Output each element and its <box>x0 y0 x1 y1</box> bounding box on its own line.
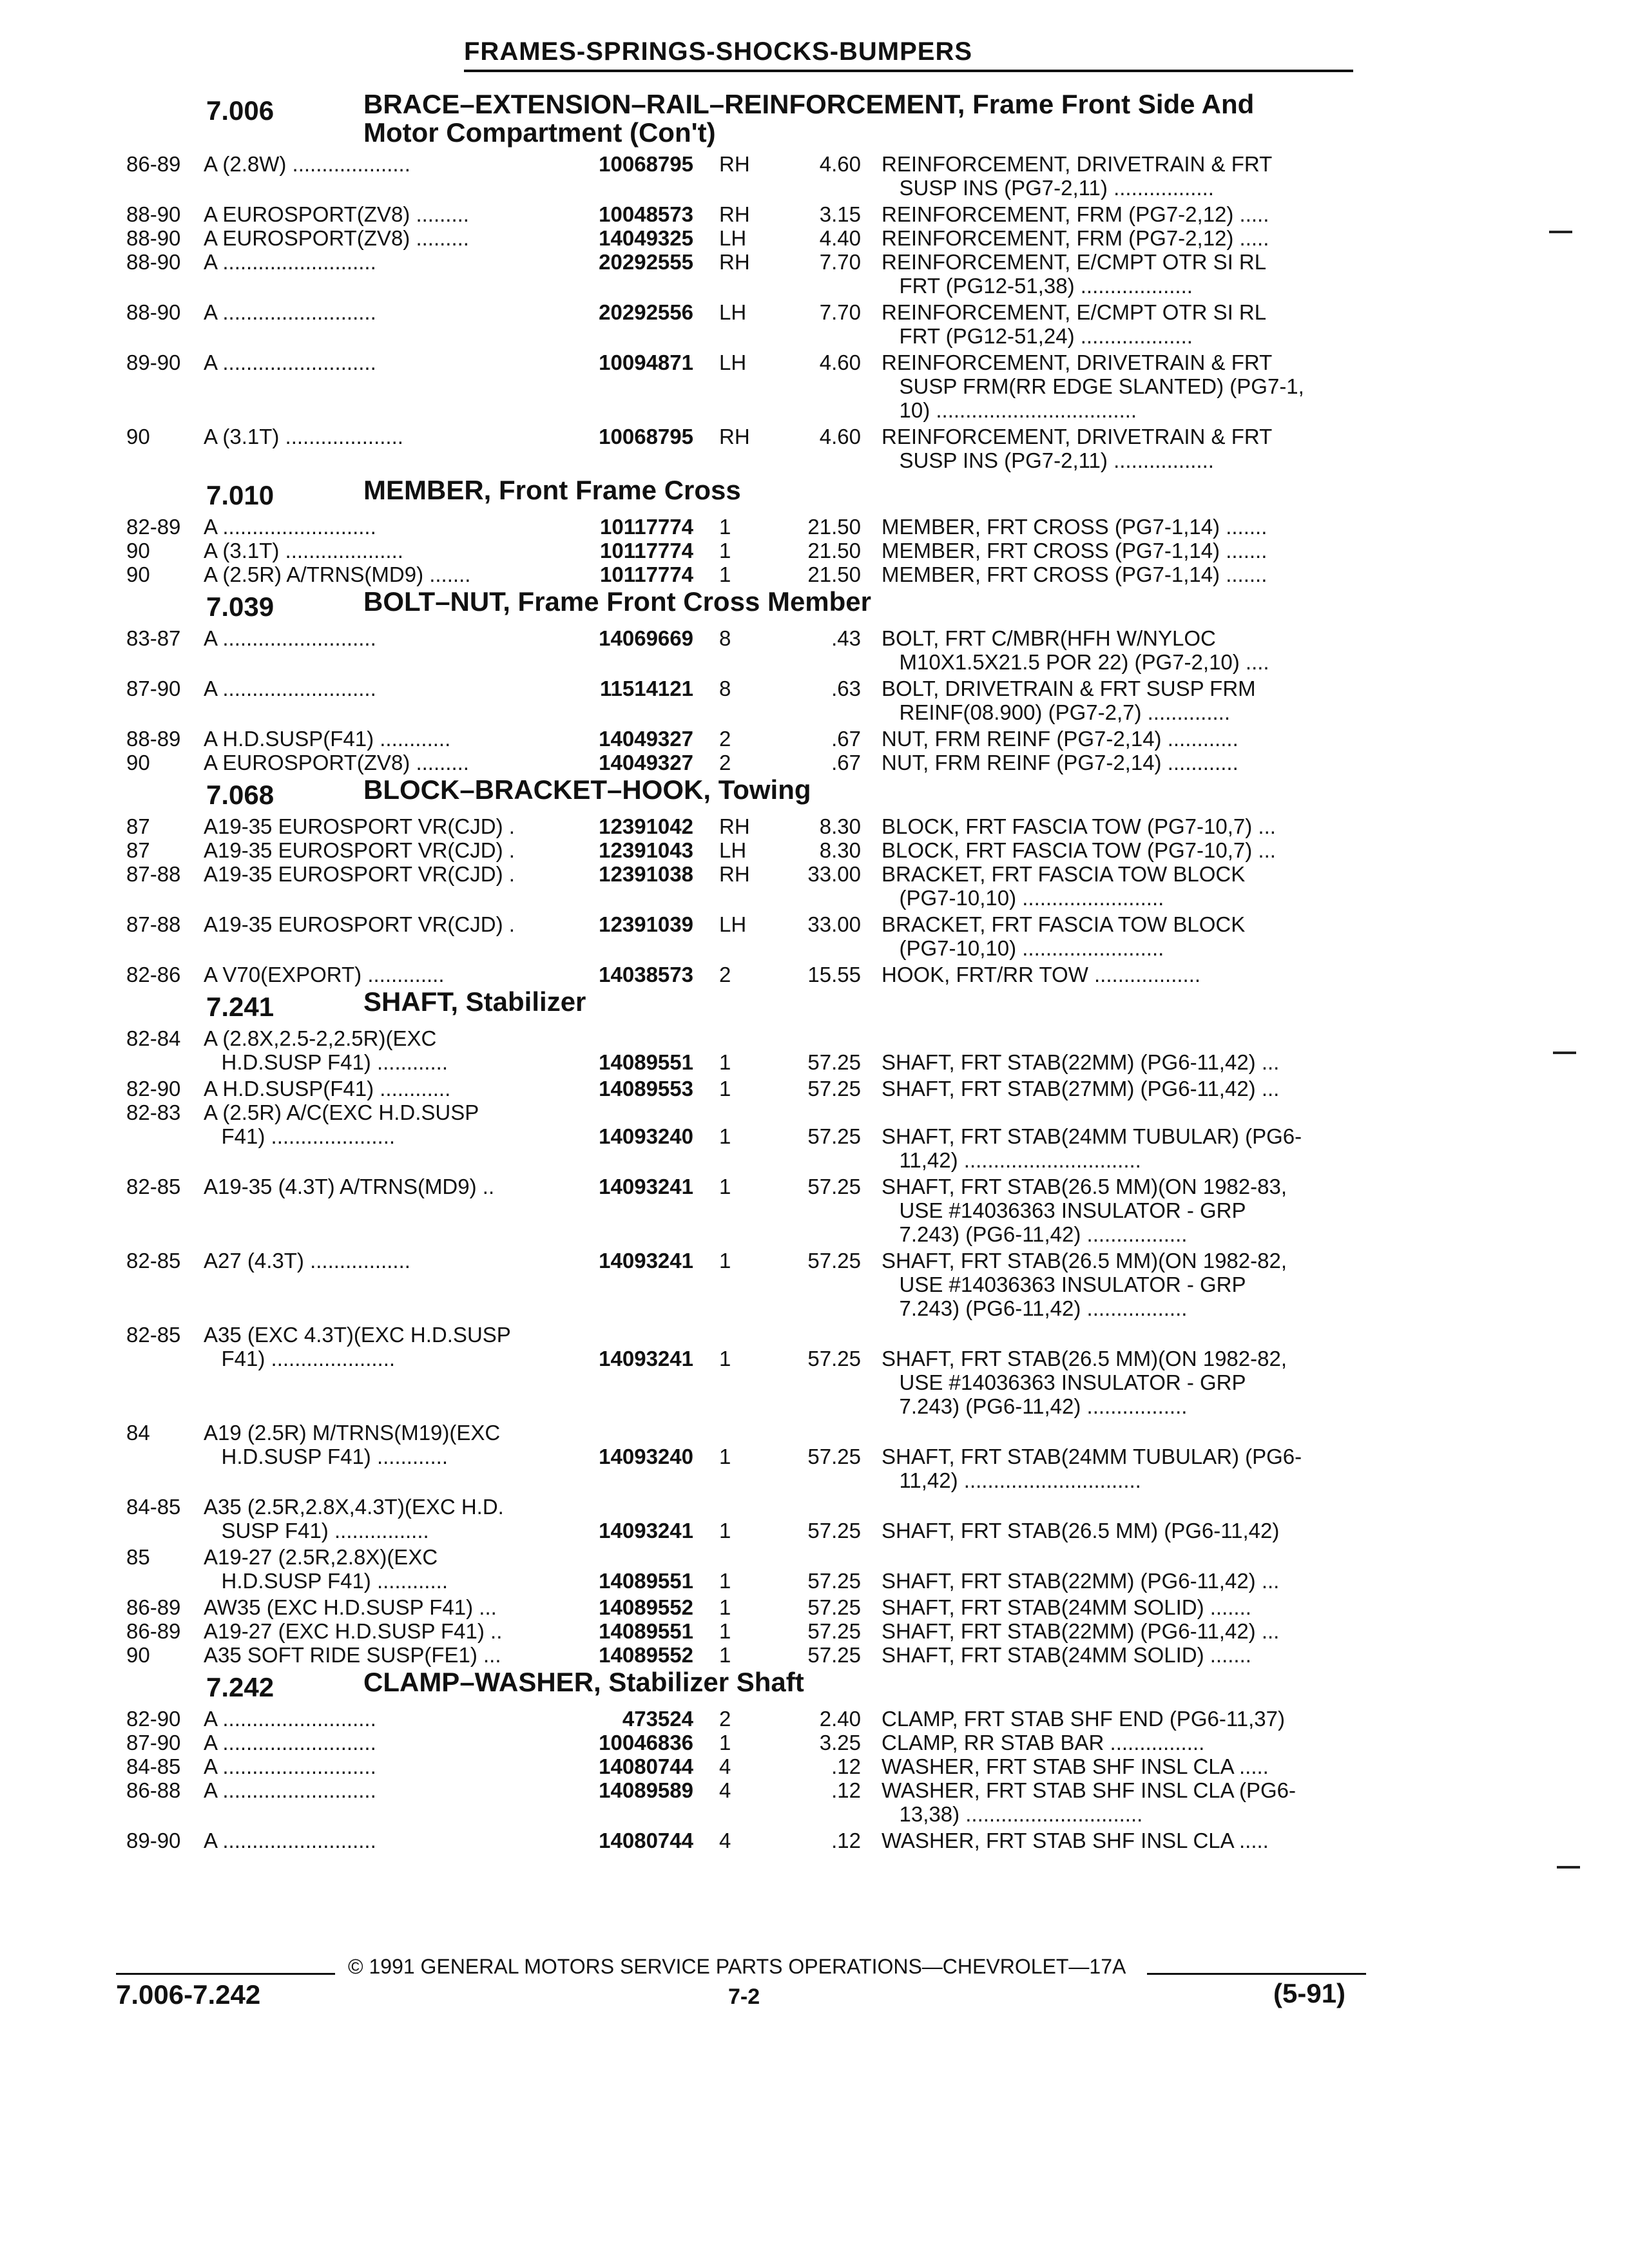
part-row <box>126 1707 1370 1731</box>
part-row <box>126 751 1370 774</box>
description: REINFORCEMENT, DRIVETRAIN & FRT SUSP INS (PG7-2,11) ................. <box>882 425 1273 472</box>
part-row <box>126 1175 1370 1249</box>
page-header-title: FRAMES-SPRINGS-SHOCKS-BUMPERS <box>464 37 973 66</box>
year-range: 82-89 <box>126 515 181 539</box>
year-range: 90 <box>126 562 150 586</box>
section-heading <box>126 90 1370 152</box>
quantity: 4 <box>719 1829 731 1852</box>
quantity: 1 <box>719 515 731 539</box>
year-range: 87 <box>126 814 150 838</box>
application: A EUROSPORT(ZV8) ......... <box>204 226 469 250</box>
part-number: 10117774 <box>599 562 693 586</box>
section-number: 7.006 <box>206 95 275 126</box>
part-row <box>126 626 1370 677</box>
part-number: 10046836 <box>599 1731 693 1754</box>
description: HOOK, FRT/RR TOW .................. <box>882 963 1201 986</box>
section-number: 7.242 <box>206 1672 275 1702</box>
section-heading <box>126 774 1370 814</box>
part-row <box>126 1026 1370 1077</box>
description: BRACKET, FRT FASCIA TOW BLOCK (PG7-10,10) ........................ <box>882 862 1246 910</box>
margin-mark <box>1553 1052 1576 1054</box>
application: A19-27 (2.5R,2.8X)(EXC H.D.SUSP F41) ............ <box>204 1545 448 1593</box>
quantity: 1 <box>719 1569 731 1593</box>
part-number: 14093241 <box>599 1249 693 1273</box>
application: A H.D.SUSP(F41) ............ <box>204 1077 451 1100</box>
description: SHAFT, FRT STAB(22MM) (PG6-11,42) ... <box>882 1050 1280 1074</box>
part-number: 14093241 <box>599 1175 693 1198</box>
section-title <box>363 986 586 1017</box>
quantity: 2 <box>719 727 731 751</box>
year-range: 88-90 <box>126 300 181 324</box>
application: A .......................... <box>204 1754 376 1778</box>
quantity: RH <box>719 862 750 886</box>
description: BRACKET, FRT FASCIA TOW BLOCK (PG7-10,10) ........................ <box>882 912 1246 960</box>
part-number: 12391038 <box>599 862 693 886</box>
application: AW35 (EXC H.D.SUSP F41) ... <box>204 1595 497 1619</box>
description: SHAFT, FRT STAB(22MM) (PG6-11,42) ... <box>882 1569 1280 1593</box>
year-range: 90 <box>126 425 150 448</box>
year-range: 82-90 <box>126 1077 181 1100</box>
price: 7.70 <box>819 250 861 274</box>
section-title-line: BLOCK–BRACKET–HOOK, Towing <box>363 774 811 805</box>
price: 7.70 <box>819 300 861 324</box>
description: BOLT, FRT C/MBR(HFH W/NYLOC M10X1.5X21.5 POR 22) (PG7-2,10) .... <box>882 626 1269 674</box>
quantity: 2 <box>719 751 731 774</box>
section-number: 7.241 <box>206 992 275 1022</box>
price: 57.25 <box>807 1077 861 1100</box>
application: A .......................... <box>204 677 376 700</box>
price: 57.25 <box>807 1519 861 1542</box>
section-title <box>363 475 741 506</box>
application: A V70(EXPORT) ............. <box>204 963 445 986</box>
part-row <box>126 1100 1370 1175</box>
quantity: 1 <box>719 1124 731 1148</box>
part-number: 14093241 <box>599 1347 693 1370</box>
quantity: RH <box>719 152 750 176</box>
part-number: 10048573 <box>599 202 693 226</box>
year-range: 82-84 <box>126 1026 181 1050</box>
part-number: 14049327 <box>599 751 693 774</box>
year-range: 82-85 <box>126 1323 181 1347</box>
quantity: LH <box>719 226 747 250</box>
part-number: 10068795 <box>599 425 693 448</box>
description: BLOCK, FRT FASCIA TOW (PG7-10,7) ... <box>882 838 1276 862</box>
part-row <box>126 1077 1370 1100</box>
part-row <box>126 152 1370 202</box>
price: .67 <box>831 751 861 774</box>
section-title <box>363 774 811 805</box>
application: A .......................... <box>204 626 376 650</box>
section-title-line: BOLT–NUT, Frame Front Cross Member <box>363 586 872 617</box>
description: SHAFT, FRT STAB(26.5 MM)(ON 1982-82, USE #14036363 INSULATOR - GRP 7.243) (PG6-11,42) ................. <box>882 1347 1287 1418</box>
part-number: 14089553 <box>599 1077 693 1100</box>
section-7-242 <box>126 1667 1370 1852</box>
price: 57.25 <box>807 1175 861 1198</box>
price: 4.40 <box>819 226 861 250</box>
part-number: 20292556 <box>599 300 693 324</box>
price: 57.25 <box>807 1249 861 1273</box>
part-number: 14049325 <box>599 226 693 250</box>
quantity: 1 <box>719 1731 731 1754</box>
application: A .......................... <box>204 1731 376 1754</box>
quantity: 1 <box>719 1077 731 1100</box>
part-row <box>126 226 1370 250</box>
year-range: 85 <box>126 1545 150 1569</box>
description: SHAFT, FRT STAB(24MM SOLID) ....... <box>882 1643 1251 1667</box>
margin-mark <box>1557 1866 1580 1869</box>
section-title <box>363 586 871 617</box>
price: 33.00 <box>807 862 861 886</box>
part-row <box>126 1495 1370 1545</box>
application: A (2.8X,2.5-2,2.5R)(EXC H.D.SUSP F41) ............ <box>204 1026 448 1074</box>
quantity: LH <box>719 300 747 324</box>
price: 57.25 <box>807 1643 861 1667</box>
year-range: 87 <box>126 838 150 862</box>
application: A .......................... <box>204 250 376 274</box>
year-range: 87-88 <box>126 912 181 936</box>
year-range: 87-90 <box>126 677 181 700</box>
part-row <box>126 838 1370 862</box>
section-title-line: BRACE–EXTENSION–RAIL–REINFORCEMENT, Frame Front Side And <box>363 89 1255 119</box>
section-heading <box>126 986 1370 1026</box>
description: WASHER, FRT STAB SHF INSL CLA ..... <box>882 1754 1269 1778</box>
year-range: 90 <box>126 751 150 774</box>
price: 21.50 <box>807 515 861 539</box>
application: A35 (2.5R,2.8X,4.3T)(EXC H.D. SUSP F41) ................ <box>204 1495 504 1542</box>
year-range: 86-89 <box>126 1619 181 1643</box>
description: REINFORCEMENT, FRM (PG7-2,12) ..... <box>882 226 1269 250</box>
part-row <box>126 1731 1370 1754</box>
price: .12 <box>831 1778 861 1802</box>
part-number: 14093240 <box>599 1124 693 1148</box>
quantity: RH <box>719 250 750 274</box>
quantity: RH <box>719 202 750 226</box>
application: A27 (4.3T) ................. <box>204 1249 410 1273</box>
section-title-line: SHAFT, Stabilizer <box>363 986 586 1017</box>
application: A35 SOFT RIDE SUSP(FE1) ... <box>204 1643 501 1667</box>
year-range: 87-90 <box>126 1731 181 1754</box>
price: 8.30 <box>819 838 861 862</box>
part-row <box>126 1421 1370 1495</box>
part-row <box>126 727 1370 751</box>
price: .12 <box>831 1754 861 1778</box>
application: A19-35 EUROSPORT VR(CJD) . <box>204 814 515 838</box>
year-range: 82-86 <box>126 963 181 986</box>
description: BOLT, DRIVETRAIN & FRT SUSP FRM REINF(08.900) (PG7-2,7) .............. <box>882 677 1256 724</box>
application: A .......................... <box>204 300 376 324</box>
part-row <box>126 351 1370 425</box>
price: 33.00 <box>807 912 861 936</box>
price: 3.15 <box>819 202 861 226</box>
part-row <box>126 1643 1370 1667</box>
description: CLAMP, RR STAB BAR ................ <box>882 1731 1205 1754</box>
application: A19-27 (EXC H.D.SUSP F41) .. <box>204 1619 503 1643</box>
application: A .......................... <box>204 1778 376 1802</box>
description: REINFORCEMENT, FRM (PG7-2,12) ..... <box>882 202 1269 226</box>
part-row <box>126 202 1370 226</box>
application: A (2.5R) A/C(EXC H.D.SUSP F41) ..................... <box>204 1100 479 1148</box>
section-title <box>363 90 1254 147</box>
price: 15.55 <box>807 963 861 986</box>
year-range: 88-90 <box>126 202 181 226</box>
description: MEMBER, FRT CROSS (PG7-1,14) ....... <box>882 562 1268 586</box>
part-number: 10117774 <box>599 539 693 562</box>
section-heading <box>126 475 1370 515</box>
part-number: 14069669 <box>599 626 693 650</box>
part-number: 14093240 <box>599 1445 693 1468</box>
part-number: 14089551 <box>599 1050 693 1074</box>
section-number: 7.010 <box>206 480 275 510</box>
section-7-006 <box>126 90 1370 475</box>
description: REINFORCEMENT, DRIVETRAIN & FRT SUSP FRM(RR EDGE SLANTED) (PG7-1, 10) .................................. <box>882 351 1304 422</box>
section-number: 7.068 <box>206 780 275 810</box>
application: A (2.8W) .................... <box>204 152 410 176</box>
description: CLAMP, FRT STAB SHF END (PG6-11,37) <box>882 1707 1285 1731</box>
part-row <box>126 300 1370 351</box>
year-range: 86-88 <box>126 1778 181 1802</box>
year-range: 82-90 <box>126 1707 181 1731</box>
section-title <box>363 1667 804 1698</box>
part-number: 14038573 <box>599 963 693 986</box>
description: REINFORCEMENT, E/CMPT OTR SI RL FRT (PG12-51,38) ................... <box>882 250 1267 298</box>
section-7-068 <box>126 774 1370 986</box>
part-number: 14080744 <box>599 1754 693 1778</box>
section-heading <box>126 1667 1370 1707</box>
year-range: 89-90 <box>126 351 181 374</box>
footer-date: (5-91) <box>1273 1978 1346 2008</box>
quantity: 1 <box>719 1619 731 1643</box>
price: 57.25 <box>807 1124 861 1148</box>
quantity: 1 <box>719 1175 731 1198</box>
part-row <box>126 1778 1370 1829</box>
price: 57.25 <box>807 1347 861 1370</box>
part-number: 14089551 <box>599 1569 693 1593</box>
part-row <box>126 1323 1370 1421</box>
quantity: 1 <box>719 1643 731 1667</box>
application: A EUROSPORT(ZV8) ......... <box>204 202 469 226</box>
application: A19-35 EUROSPORT VR(CJD) . <box>204 838 515 862</box>
application: A35 (EXC 4.3T)(EXC H.D.SUSP F41) ..................... <box>204 1323 511 1370</box>
description: BLOCK, FRT FASCIA TOW (PG7-10,7) ... <box>882 814 1276 838</box>
year-range: 82-85 <box>126 1249 181 1273</box>
price: 57.25 <box>807 1619 861 1643</box>
footer-rule-left <box>116 1973 335 1975</box>
description: SHAFT, FRT STAB(22MM) (PG6-11,42) ... <box>882 1619 1280 1643</box>
part-number: 12391039 <box>599 912 693 936</box>
part-row <box>126 1754 1370 1778</box>
part-number: 10117774 <box>599 515 693 539</box>
part-row <box>126 425 1370 475</box>
year-range: 82-85 <box>126 1175 181 1198</box>
part-row <box>126 515 1370 539</box>
footer-rule-right <box>1147 1973 1366 1975</box>
quantity: LH <box>719 351 747 374</box>
part-row <box>126 1829 1370 1852</box>
price: .12 <box>831 1829 861 1852</box>
part-number: 20292555 <box>599 250 693 274</box>
quantity: LH <box>719 838 747 862</box>
application: A EUROSPORT(ZV8) ......... <box>204 751 469 774</box>
part-row <box>126 562 1370 586</box>
price: .63 <box>831 677 861 700</box>
section-number: 7.039 <box>206 591 275 622</box>
description: SHAFT, FRT STAB(27MM) (PG6-11,42) ... <box>882 1077 1280 1100</box>
price: 4.60 <box>819 152 861 176</box>
year-range: 86-89 <box>126 152 181 176</box>
header-rule <box>464 70 1353 72</box>
price: 2.40 <box>819 1707 861 1731</box>
price: 57.25 <box>807 1050 861 1074</box>
part-number: 14093241 <box>599 1519 693 1542</box>
quantity: 1 <box>719 1445 731 1468</box>
quantity: 8 <box>719 626 731 650</box>
section-title-line: CLAMP–WASHER, Stabilizer Shaft <box>363 1667 804 1697</box>
quantity: 1 <box>719 1249 731 1273</box>
price: 57.25 <box>807 1445 861 1468</box>
year-range: 90 <box>126 1643 150 1667</box>
part-number: 12391043 <box>599 838 693 862</box>
description: SHAFT, FRT STAB(26.5 MM)(ON 1982-83, USE #14036363 INSULATOR - GRP 7.243) (PG6-11,42) ................. <box>882 1175 1287 1246</box>
section-7-010 <box>126 475 1370 586</box>
section-title-line: MEMBER, Front Frame Cross <box>363 475 741 505</box>
price: 57.25 <box>807 1595 861 1619</box>
section-7-241 <box>126 986 1370 1667</box>
description: SHAFT, FRT STAB(24MM SOLID) ....... <box>882 1595 1251 1619</box>
part-number: 10094871 <box>599 351 693 374</box>
part-number: 12391042 <box>599 814 693 838</box>
quantity: 4 <box>719 1754 731 1778</box>
section-7-039 <box>126 586 1370 774</box>
description: SHAFT, FRT STAB(26.5 MM)(ON 1982-82, USE #14036363 INSULATOR - GRP 7.243) (PG6-11,42) ................. <box>882 1249 1287 1320</box>
part-number: 11514121 <box>599 677 693 700</box>
part-row <box>126 1619 1370 1643</box>
part-row <box>126 1545 1370 1595</box>
quantity: 1 <box>719 562 731 586</box>
application: A19-35 EUROSPORT VR(CJD) . <box>204 912 515 936</box>
part-number: 14089552 <box>599 1643 693 1667</box>
part-row <box>126 539 1370 562</box>
part-number: 14089552 <box>599 1595 693 1619</box>
application: A .......................... <box>204 1707 376 1731</box>
application: A .......................... <box>204 1829 376 1852</box>
quantity: RH <box>719 425 750 448</box>
price: 3.25 <box>819 1731 861 1754</box>
part-number: 14089551 <box>599 1619 693 1643</box>
application: A H.D.SUSP(F41) ............ <box>204 727 451 751</box>
description: NUT, FRM REINF (PG7-2,14) ............ <box>882 727 1239 751</box>
quantity: RH <box>719 814 750 838</box>
year-range: 84-85 <box>126 1495 181 1519</box>
year-range: 87-88 <box>126 862 181 886</box>
part-number: 14049327 <box>599 727 693 751</box>
year-range: 86-89 <box>126 1595 181 1619</box>
description: SHAFT, FRT STAB(24MM TUBULAR) (PG6- 11,42) .............................. <box>882 1445 1302 1492</box>
part-row <box>126 963 1370 986</box>
part-row <box>126 912 1370 963</box>
application: A (3.1T) .................... <box>204 425 403 448</box>
price: 21.50 <box>807 562 861 586</box>
quantity: 4 <box>719 1778 731 1802</box>
quantity: 1 <box>719 1347 731 1370</box>
description: SHAFT, FRT STAB(26.5 MM) (PG6-11,42) <box>882 1519 1280 1542</box>
part-row <box>126 814 1370 838</box>
application: A (3.1T) .................... <box>204 539 403 562</box>
year-range: 88-90 <box>126 226 181 250</box>
quantity: 1 <box>719 1050 731 1074</box>
year-range: 90 <box>126 539 150 562</box>
year-range: 88-90 <box>126 250 181 274</box>
price: 4.60 <box>819 425 861 448</box>
description: WASHER, FRT STAB SHF INSL CLA (PG6- 13,38) .............................. <box>882 1778 1296 1826</box>
section-heading <box>126 586 1370 626</box>
quantity: 2 <box>719 963 731 986</box>
quantity: 1 <box>719 1595 731 1619</box>
application: A19-35 (4.3T) A/TRNS(MD9) .. <box>204 1175 495 1198</box>
description: WASHER, FRT STAB SHF INSL CLA ..... <box>882 1829 1269 1852</box>
part-row <box>126 1249 1370 1323</box>
quantity: 1 <box>719 1519 731 1542</box>
description: MEMBER, FRT CROSS (PG7-1,14) ....... <box>882 515 1268 539</box>
application: A19-35 EUROSPORT VR(CJD) . <box>204 862 515 886</box>
price: 57.25 <box>807 1569 861 1593</box>
quantity: 1 <box>719 539 731 562</box>
application: A19 (2.5R) M/TRNS(M19)(EXC H.D.SUSP F41) ............ <box>204 1421 501 1468</box>
description: MEMBER, FRT CROSS (PG7-1,14) ....... <box>882 539 1268 562</box>
application: A .......................... <box>204 351 376 374</box>
description: NUT, FRM REINF (PG7-2,14) ............ <box>882 751 1239 774</box>
price: .43 <box>831 626 861 650</box>
quantity: 8 <box>719 677 731 700</box>
application: A (2.5R) A/TRNS(MD9) ....... <box>204 562 471 586</box>
footer-copyright: © 1991 GENERAL MOTORS SERVICE PARTS OPERATIONS—CHEVROLET—17A <box>348 1955 1126 1978</box>
footer-group-range: 7.006-7.242 <box>116 1979 261 2010</box>
part-number: 14089589 <box>599 1778 693 1802</box>
year-range: 84 <box>126 1421 150 1445</box>
year-range: 82-83 <box>126 1100 181 1124</box>
quantity: LH <box>719 912 747 936</box>
part-number: 14080744 <box>599 1829 693 1852</box>
price: 4.60 <box>819 351 861 374</box>
description: REINFORCEMENT, E/CMPT OTR SI RL FRT (PG12-51,24) ................... <box>882 300 1267 348</box>
margin-mark <box>1549 231 1572 233</box>
year-range: 88-89 <box>126 727 181 751</box>
year-range: 89-90 <box>126 1829 181 1852</box>
part-number: 473524 <box>622 1707 693 1731</box>
part-number: 10068795 <box>599 152 693 176</box>
part-row <box>126 862 1370 912</box>
quantity: 2 <box>719 1707 731 1731</box>
part-row <box>126 1595 1370 1619</box>
part-row <box>126 250 1370 300</box>
description: SHAFT, FRT STAB(24MM TUBULAR) (PG6- 11,42) .............................. <box>882 1124 1302 1172</box>
section-title-line: Motor Compartment (Con't) <box>363 117 716 148</box>
description: REINFORCEMENT, DRIVETRAIN & FRT SUSP INS (PG7-2,11) ................. <box>882 152 1273 200</box>
footer-page-number: 7-2 <box>728 1984 760 2009</box>
year-range: 84-85 <box>126 1754 181 1778</box>
parts-listing <box>126 90 1370 1852</box>
price: .67 <box>831 727 861 751</box>
price: 21.50 <box>807 539 861 562</box>
application: A .......................... <box>204 515 376 539</box>
year-range: 83-87 <box>126 626 181 650</box>
part-row <box>126 677 1370 727</box>
price: 8.30 <box>819 814 861 838</box>
